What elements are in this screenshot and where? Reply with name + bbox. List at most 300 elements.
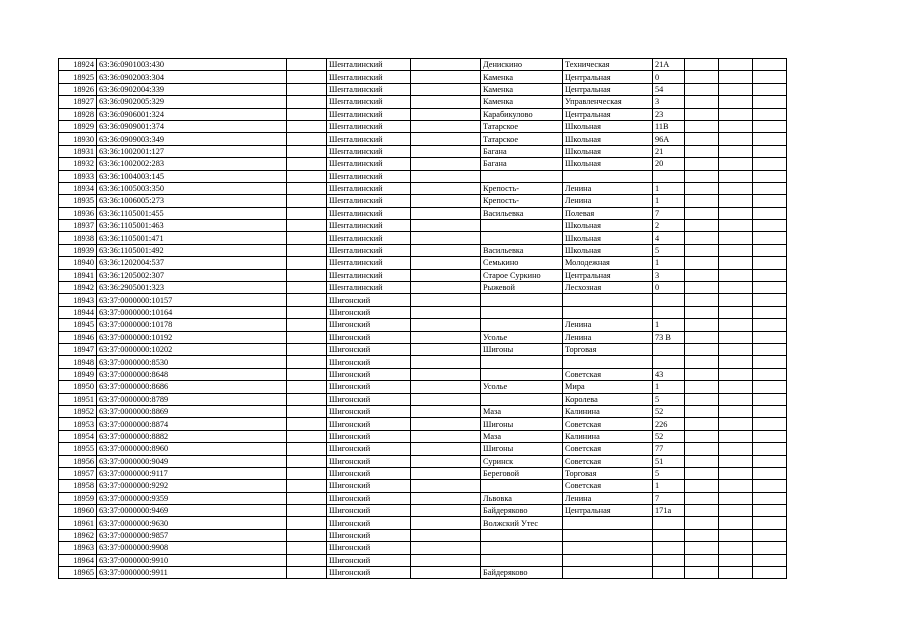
district-cell: Шигонский [327,455,411,467]
row-number-cell: 18934 [59,182,97,194]
table-row [59,120,787,132]
cadastral-number-cell: 63:36:1002001:127 [97,145,287,157]
blank-cell [719,517,753,529]
cadastral-number-cell: 63:37:0000000:9630 [97,517,287,529]
house-number-cell [653,306,685,318]
blank-cell [719,220,753,232]
street-cell [563,529,653,541]
blank-cell [411,405,481,417]
settlement-cell: Береговой [481,467,563,479]
blank-cell [287,158,327,170]
blank-cell [719,455,753,467]
blank-cell [411,133,481,145]
table-row [59,356,787,368]
cadastral-number-cell: 63:37:0000000:9857 [97,529,287,541]
blank-cell [685,430,719,442]
blank-cell [411,480,481,492]
cadastral-number-cell: 63:37:0000000:10164 [97,306,287,318]
blank-cell [411,257,481,269]
blank-cell [685,158,719,170]
house-number-cell: 1 [653,257,685,269]
blank-cell [753,430,787,442]
house-number-cell [653,542,685,554]
row-number-cell: 18955 [59,443,97,455]
blank-cell [411,232,481,244]
blank-cell [753,120,787,132]
street-cell [563,294,653,306]
blank-cell [685,71,719,83]
street-cell: Советская [563,368,653,380]
house-number-cell: 1 [653,480,685,492]
table-row [59,133,787,145]
blank-cell [287,356,327,368]
blank-cell [719,133,753,145]
row-number-cell: 18926 [59,83,97,95]
row-number-cell: 18947 [59,343,97,355]
district-cell: Шенталинский [327,207,411,219]
blank-cell [411,430,481,442]
blank-cell [719,467,753,479]
table-row [59,294,787,306]
street-cell: Школьная [563,145,653,157]
district-cell: Шигонский [327,480,411,492]
row-number-cell: 18940 [59,257,97,269]
street-cell: Ленина [563,195,653,207]
cadastral-number-cell: 63:37:0000000:8869 [97,405,287,417]
cadastral-number-cell: 63:36:1005003:350 [97,182,287,194]
house-number-cell: 54 [653,83,685,95]
district-cell: Шигонский [327,331,411,343]
cadastral-number-cell: 63:37:0000000:9117 [97,467,287,479]
settlement-cell: Маза [481,430,563,442]
blank-cell [685,294,719,306]
house-number-cell: 3 [653,269,685,281]
settlement-cell: Байдеряково [481,567,563,579]
street-cell: Калинина [563,430,653,442]
blank-cell [719,158,753,170]
blank-cell [719,418,753,430]
blank-cell [719,405,753,417]
row-number-cell: 18946 [59,331,97,343]
house-number-cell [653,567,685,579]
district-cell: Шенталинский [327,96,411,108]
blank-cell [753,306,787,318]
row-number-cell: 18938 [59,232,97,244]
blank-cell [753,443,787,455]
street-cell: Советская [563,443,653,455]
blank-cell [411,505,481,517]
row-number-cell: 18948 [59,356,97,368]
settlement-cell: Денискино [481,59,563,71]
blank-cell [719,207,753,219]
blank-cell [411,282,481,294]
settlement-cell: Васильевка [481,207,563,219]
house-number-cell [653,529,685,541]
blank-cell [287,542,327,554]
blank-cell [287,306,327,318]
cadastral-number-cell: 63:37:0000000:10192 [97,331,287,343]
street-cell: Техническая [563,59,653,71]
blank-cell [411,59,481,71]
settlement-cell: Старое Суркино [481,269,563,281]
cadastral-number-cell: 63:36:0906001:324 [97,108,287,120]
blank-cell [685,244,719,256]
blank-cell [753,244,787,256]
settlement-cell: Семькино [481,257,563,269]
blank-cell [685,455,719,467]
house-number-cell: 7 [653,492,685,504]
district-cell: Шигонский [327,393,411,405]
district-cell: Шигонский [327,517,411,529]
house-number-cell: 1 [653,319,685,331]
street-cell: Молодежная [563,257,653,269]
blank-cell [753,405,787,417]
blank-cell [411,368,481,380]
settlement-cell: Байдеряково [481,505,563,517]
cadastral-number-cell: 63:37:0000000:9469 [97,505,287,517]
table-row [59,257,787,269]
blank-cell [753,59,787,71]
row-number-cell: 18932 [59,158,97,170]
blank-cell [411,455,481,467]
blank-cell [719,529,753,541]
house-number-cell: 5 [653,393,685,405]
blank-cell [287,319,327,331]
street-cell [563,542,653,554]
table-row [59,405,787,417]
district-cell: Шигонский [327,492,411,504]
house-number-cell: 21А [653,59,685,71]
cadastral-number-cell: 63:36:0902005:329 [97,96,287,108]
cadastral-number-cell: 63:37:0000000:9292 [97,480,287,492]
blank-cell [287,232,327,244]
blank-cell [753,220,787,232]
blank-cell [411,356,481,368]
street-cell: Мира [563,381,653,393]
blank-cell [685,232,719,244]
cadastral-number-cell: 63:37:0000000:8686 [97,381,287,393]
blank-cell [287,269,327,281]
row-number-cell: 18937 [59,220,97,232]
cadastral-number-cell: 63:36:1006005:273 [97,195,287,207]
table-row [59,96,787,108]
blank-cell [287,517,327,529]
street-cell: Школьная [563,244,653,256]
settlement-cell: Крепость- [481,182,563,194]
blank-cell [719,368,753,380]
blank-cell [287,405,327,417]
spreadsheet-page [58,58,787,579]
blank-cell [411,418,481,430]
street-cell: Центральная [563,269,653,281]
row-number-cell: 18960 [59,505,97,517]
house-number-cell: 52 [653,405,685,417]
blank-cell [685,269,719,281]
house-number-cell: 96А [653,133,685,145]
blank-cell [287,294,327,306]
blank-cell [685,393,719,405]
blank-cell [753,529,787,541]
street-cell: Школьная [563,120,653,132]
street-cell [563,306,653,318]
house-number-cell: 1 [653,381,685,393]
blank-cell [411,529,481,541]
table-row [59,567,787,579]
district-cell: Шенталинский [327,257,411,269]
row-number-cell: 18943 [59,294,97,306]
blank-cell [719,554,753,566]
blank-cell [719,505,753,517]
district-cell: Шигонский [327,443,411,455]
blank-cell [719,232,753,244]
row-number-cell: 18961 [59,517,97,529]
blank-cell [753,505,787,517]
blank-cell [719,195,753,207]
house-number-cell: 43 [653,368,685,380]
blank-cell [411,492,481,504]
settlement-cell: Татарское [481,120,563,132]
blank-cell [719,257,753,269]
cadastral-number-cell: 63:37:0000000:8648 [97,368,287,380]
settlement-cell: Карабикулово [481,108,563,120]
table-row [59,269,787,281]
blank-cell [685,220,719,232]
district-cell: Шигонский [327,418,411,430]
blank-cell [685,331,719,343]
cadastral-number-cell: 63:37:0000000:9908 [97,542,287,554]
street-cell: Центральная [563,71,653,83]
blank-cell [753,393,787,405]
blank-cell [685,182,719,194]
street-cell: Советская [563,418,653,430]
blank-cell [685,282,719,294]
table-row [59,170,787,182]
settlement-cell: Шигоны [481,343,563,355]
blank-cell [685,96,719,108]
cadastral-number-cell: 63:36:0902004:339 [97,83,287,95]
row-number-cell: 18953 [59,418,97,430]
blank-cell [685,207,719,219]
blank-cell [411,319,481,331]
blank-cell [411,567,481,579]
blank-cell [685,467,719,479]
settlement-cell [481,542,563,554]
street-cell: Ленина [563,182,653,194]
settlement-cell [481,480,563,492]
blank-cell [287,443,327,455]
blank-cell [287,83,327,95]
district-cell: Шигонский [327,467,411,479]
blank-cell [411,120,481,132]
blank-cell [719,331,753,343]
row-number-cell: 18963 [59,542,97,554]
row-number-cell: 18954 [59,430,97,442]
table-row [59,182,787,194]
blank-cell [411,381,481,393]
blank-cell [411,554,481,566]
district-cell: Шигонский [327,529,411,541]
blank-cell [411,170,481,182]
house-number-cell [653,356,685,368]
cadastral-number-cell: 63:36:0901003:430 [97,59,287,71]
district-cell: Шигонский [327,343,411,355]
table-row [59,319,787,331]
district-cell: Шигонский [327,306,411,318]
blank-cell [287,145,327,157]
blank-cell [411,96,481,108]
district-cell: Шигонский [327,405,411,417]
blank-cell [685,343,719,355]
blank-cell [719,120,753,132]
house-number-cell: 5 [653,244,685,256]
blank-cell [753,232,787,244]
blank-cell [719,59,753,71]
cadastral-number-cell: 63:36:1202004:537 [97,257,287,269]
row-number-cell: 18941 [59,269,97,281]
house-number-cell [653,554,685,566]
district-cell: Шенталинский [327,83,411,95]
blank-cell [685,257,719,269]
row-number-cell: 18942 [59,282,97,294]
blank-cell [287,505,327,517]
district-cell: Шенталинский [327,145,411,157]
blank-cell [411,393,481,405]
table-row [59,542,787,554]
blank-cell [719,443,753,455]
blank-cell [411,294,481,306]
blank-cell [411,108,481,120]
blank-cell [287,282,327,294]
blank-cell [685,529,719,541]
blank-cell [685,59,719,71]
blank-cell [287,567,327,579]
blank-cell [287,244,327,256]
row-number-cell: 18964 [59,554,97,566]
street-cell: Торговая [563,467,653,479]
district-cell: Шигонский [327,294,411,306]
blank-cell [719,145,753,157]
blank-cell [753,282,787,294]
cadastral-number-cell: 63:37:0000000:9359 [97,492,287,504]
blank-cell [685,170,719,182]
blank-cell [719,294,753,306]
house-number-cell: 4 [653,232,685,244]
blank-cell [287,480,327,492]
street-cell: Школьная [563,232,653,244]
blank-cell [719,182,753,194]
row-number-cell: 18951 [59,393,97,405]
blank-cell [753,294,787,306]
blank-cell [411,467,481,479]
settlement-cell [481,356,563,368]
blank-cell [411,443,481,455]
table-row [59,59,787,71]
blank-cell [411,145,481,157]
blank-cell [753,319,787,331]
settlement-cell: Шигоны [481,418,563,430]
blank-cell [685,195,719,207]
district-cell: Шенталинский [327,244,411,256]
blank-cell [719,71,753,83]
street-cell [563,517,653,529]
blank-cell [719,480,753,492]
blank-cell [287,529,327,541]
street-cell: Лесхозная [563,282,653,294]
blank-cell [753,343,787,355]
blank-cell [753,71,787,83]
settlement-cell [481,529,563,541]
street-cell [563,567,653,579]
settlement-cell: Багана [481,145,563,157]
settlement-cell [481,319,563,331]
table-row [59,443,787,455]
blank-cell [685,306,719,318]
district-cell: Шигонский [327,542,411,554]
blank-cell [287,418,327,430]
cadastral-number-cell: 63:36:1105001:492 [97,244,287,256]
table-row [59,195,787,207]
street-cell [563,356,653,368]
blank-cell [287,343,327,355]
street-cell: Центральная [563,505,653,517]
table-row [59,455,787,467]
cadastral-number-cell: 63:37:0000000:8530 [97,356,287,368]
blank-cell [753,455,787,467]
blank-cell [685,480,719,492]
row-number-cell: 18931 [59,145,97,157]
house-number-cell: 11В [653,120,685,132]
district-cell: Шенталинский [327,59,411,71]
blank-cell [411,182,481,194]
row-number-cell: 18957 [59,467,97,479]
settlement-cell: Львовка [481,492,563,504]
table-row [59,480,787,492]
blank-cell [685,443,719,455]
settlement-cell [481,554,563,566]
blank-cell [287,430,327,442]
house-number-cell: 3 [653,96,685,108]
cadastral-number-cell: 63:36:1004003:145 [97,170,287,182]
blank-cell [287,120,327,132]
blank-cell [287,257,327,269]
blank-cell [287,381,327,393]
property-table [58,58,787,579]
blank-cell [719,282,753,294]
cadastral-number-cell: 63:37:0000000:10157 [97,294,287,306]
cadastral-number-cell: 63:37:0000000:9049 [97,455,287,467]
blank-cell [685,517,719,529]
district-cell: Шигонский [327,356,411,368]
settlement-cell: Маза [481,405,563,417]
blank-cell [411,343,481,355]
blank-cell [719,381,753,393]
blank-cell [287,71,327,83]
district-cell: Шенталинский [327,71,411,83]
blank-cell [685,133,719,145]
street-cell [563,554,653,566]
cadastral-number-cell: 63:36:1002002:283 [97,158,287,170]
blank-cell [411,195,481,207]
blank-cell [719,356,753,368]
table-row [59,517,787,529]
blank-cell [287,220,327,232]
blank-cell [719,269,753,281]
house-number-cell: 2 [653,220,685,232]
blank-cell [411,269,481,281]
blank-cell [753,517,787,529]
district-cell: Шенталинский [327,232,411,244]
cadastral-number-cell: 63:36:1205002:307 [97,269,287,281]
